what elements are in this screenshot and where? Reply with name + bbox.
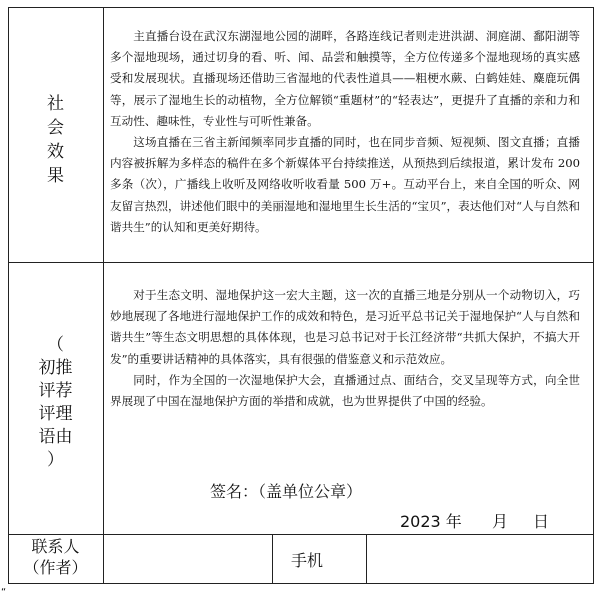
edge-quote-mark: “	[1, 587, 7, 598]
label-line: 语由	[38, 427, 73, 447]
label-line: 评理	[38, 404, 73, 424]
label-char: 果	[47, 166, 64, 186]
label-char: 社	[47, 94, 64, 114]
row-divider-2	[8, 534, 594, 535]
label-char: 会	[47, 118, 64, 138]
signature-line: 签名：（盖单位公章）	[210, 482, 363, 501]
label-line: ）	[47, 450, 64, 470]
row-divider-1	[8, 262, 594, 263]
recommend-paragraph-1: 对于生态文明、湿地保护这一宏大主题，这一次的直播三地是分别从一个动物切入，巧妙地展现了各地进行湿地保护工作的成效和特色，是习近平总书记关于湿地保护“人与自然和谐共生”等生态文明思想的具体体现，也是习总书记对于长江经济带“共抓大保护，不搞大开发”的重要讲话精神的具体落实，具有很强的借鉴意义和示范效应。	[110, 288, 580, 366]
social-paragraph-1: 主直播台设在武汉东湖湿地公园的湖畔，各路连线记者则走进洪湖、洞庭湖、鄱阳湖等多个湿地现场，通过切身的看、听、闻、品尝和触摸等，全方位传递多个湿地现场的真实感受和发展现状。直播现场还借助三省湿地的代表性道具——粗梗水蕨、白鹤娃娃、麋鹿玩偶等，展示了湿地生长的动植物，全方位解锁“重题材”的“轻表达”，更提升了直播的亲和力和互动性、趣味性，专业性与可听性兼备。	[110, 29, 580, 128]
date-year: 2023 年	[400, 512, 462, 531]
label-line: 初推	[38, 358, 73, 378]
label-char: 效	[47, 142, 64, 162]
contact-label-line2: （作者）	[23, 558, 88, 577]
contact-label	[8, 536, 103, 578]
label-line: 评荐	[38, 381, 73, 401]
label-line: （	[47, 335, 64, 355]
contact-label-line1: 联系人	[31, 537, 80, 556]
label-column-divider	[103, 7, 104, 584]
recommendation-content	[110, 285, 580, 412]
phone-label: 手机	[291, 551, 324, 570]
social-effect-label	[8, 92, 103, 188]
table-right-border	[593, 7, 594, 584]
social-paragraph-2: 这场直播在三省主新闻频率同步直播的同时，也在同步音频、短视频、图文直播；直播内容被拆解为多样态的稿件在多个新媒体平台持续推送，从预热到后续报道，累计发布 200 多条（次），广播线上收听及网络收听收看量 500 万+。互动平台上，来自全国的听众、网友留言热烈，讲述他们眼中的美丽湿地和湿地里生长生活的“宝贝”，表达他们对“人与自然和谐共生”的认知和更美好期待。	[110, 135, 580, 234]
contact-column-divider	[272, 534, 273, 584]
recommendation-label	[8, 334, 103, 472]
date-day: 日	[533, 512, 550, 531]
phone-column-divider	[366, 534, 367, 584]
social-effect-content	[110, 26, 580, 238]
date-month: 月	[492, 512, 509, 531]
table-top-border	[8, 7, 594, 8]
recommend-paragraph-2: 同时，作为全国的一次湿地保护大会，直播通过点、面结合，交叉呈现等方式，向全世界展现了中国在湿地保护方面的举措和成就，也为世界提供了中国的经验。	[110, 372, 580, 409]
table-bottom-border	[8, 583, 594, 584]
